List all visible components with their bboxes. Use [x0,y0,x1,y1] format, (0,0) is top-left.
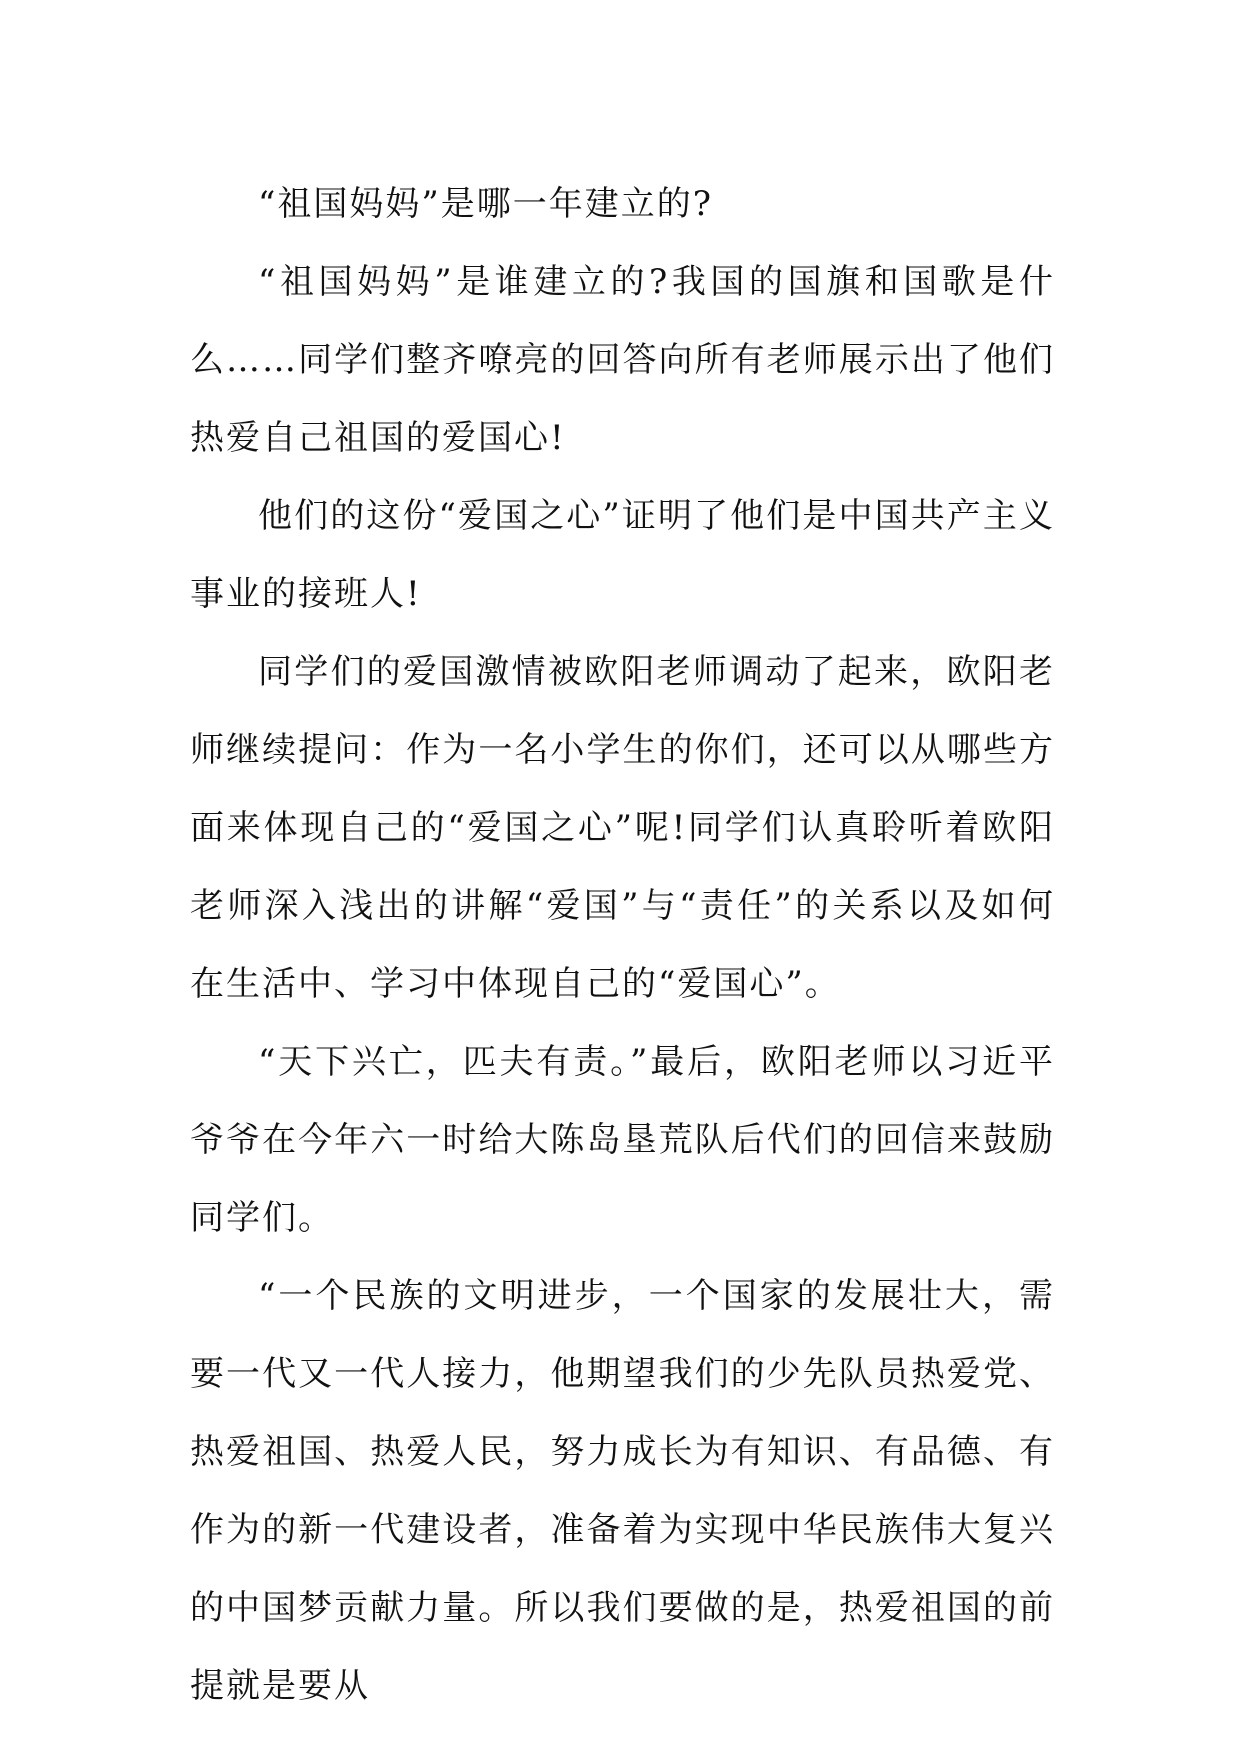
paragraph-5: “天下兴亡，匹夫有责。”最后，欧阳老师以习近平爷爷在今年六一时给大陈岛垦荒队后代们的回信来鼓励同学们。 [190,1042,1055,1238]
document-body [190,165,1055,1725]
paragraph-4: 同学们的爱国激情被欧阳老师调动了起来，欧阳老师继续提问：作为一名小学生的你们，还可以从哪些方面来体现自己的“爱国之心”呢!同学们认真聆听着欧阳老师深入浅出的讲解“爱国”与“责任”的关系以及如何在生活中、学习中体现自己的“爱国心”。 [190,652,1055,1004]
paragraph-6: “一个民族的文明进步，一个国家的发展壮大，需要一代又一代人接力，他期望我们的少先队员热爱党、热爱祖国、热爱人民，努力成长为有知识、有品德、有作为的新一代建设者，准备着为实现中华民族伟大复兴的中国梦贡献力量。所以我们要做的是，热爱祖国的前提就是要从 [190,1276,1055,1706]
paragraph-1: “祖国妈妈”是哪一年建立的? [258,184,713,224]
paragraph-2: “祖国妈妈”是谁建立的?我国的国旗和国歌是什么……同学们整齐嘹亮的回答向所有老师展示出了他们热爱自己祖国的爱国心! [190,262,1055,458]
paragraph-3: 他们的这份“爱国之心”证明了他们是中国共产主义事业的接班人! [190,496,1055,614]
